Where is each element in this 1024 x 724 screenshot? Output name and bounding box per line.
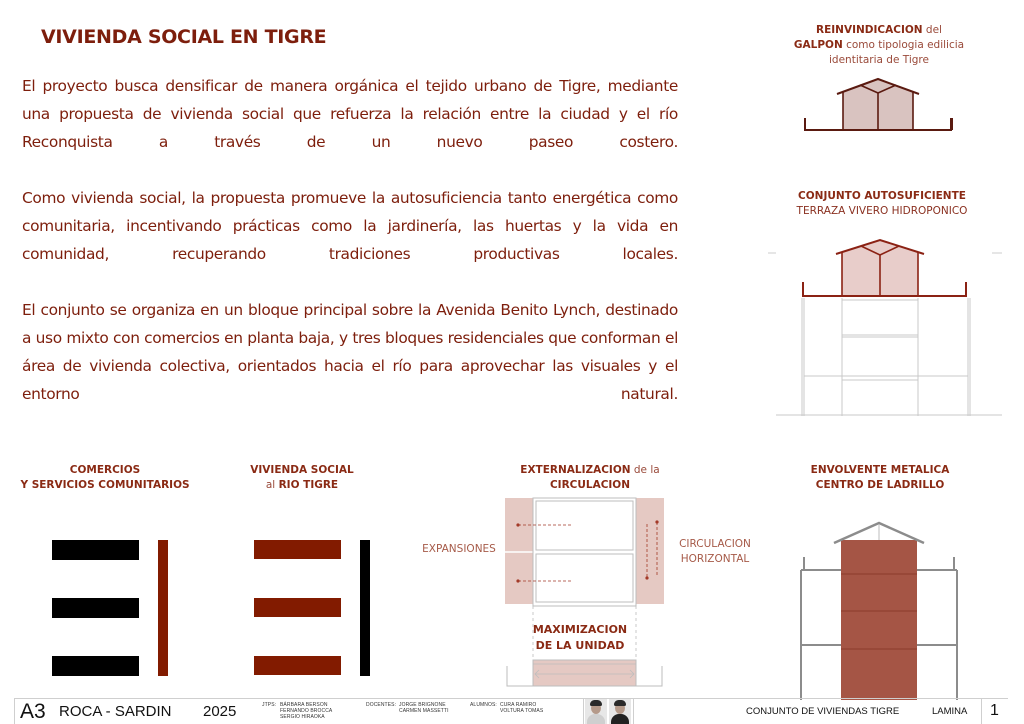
jtps-name: BÁRBARA BERSON [280, 702, 328, 708]
alumnos-list [500, 702, 543, 714]
jtps-name: SERGIO HIRAOKA [280, 714, 325, 720]
alumno-name: VOLTURA TOMAS [500, 708, 544, 714]
circulacion-horizontal-label-2: HORIZONTAL [680, 553, 750, 565]
jtps-label: JTPS: [262, 702, 277, 708]
page-title: VIVIENDA SOCIAL EN TIGRE [41, 26, 327, 48]
circulacion-horizontal-label-1: CIRCULACION [679, 538, 751, 550]
vivienda-rio-caption-bold1: VIVIENDA SOCIAL [250, 464, 354, 476]
organization-paragraph: El conjunto se organiza en un bloque principal sobre la Avenida Benito Lynch, destinado a uso mixto con comercios en planta baja, y tres bloques residenciales que conforman el área de vivienda colectiva, orientados hacia el río para aprovechar las visuales y el entorno natural. [22, 301, 678, 403]
envolvente-caption-line1: ENVOLVENTE METALICA [810, 464, 950, 476]
autosuficiente-caption [770, 189, 994, 219]
circulacion-horizontal-label [668, 537, 762, 567]
docentes-label: DOCENTES: [366, 702, 397, 708]
alumnos-label: ALUMNOS: [470, 702, 497, 708]
circulacion-caption [500, 463, 680, 493]
maximizacion-caption-1: MAXIMIZACION [532, 623, 628, 636]
vivienda-rio-caption-bold2: RIO TIGRE [278, 479, 339, 491]
galpon-caption [776, 23, 982, 68]
galpon-ground-line [800, 75, 960, 135]
student-photo-2 [609, 699, 631, 724]
comercios-caption [10, 463, 200, 493]
circulacion-caption-bold2: CIRCULACION [549, 479, 631, 491]
project-name: CONJUNTO DE VIVIENDAS TIGRE [746, 706, 900, 717]
envolvente-diagram [796, 520, 966, 700]
docente-name: CARMEN MASSETTI [399, 708, 449, 714]
year: 2025 [203, 703, 237, 720]
circulacion-caption-bold1: EXTERNALIZACION [520, 464, 631, 476]
jtps-list [280, 702, 332, 720]
sheet-format: A3 [20, 700, 46, 723]
comercios-caption-line1: COMERCIOS [69, 464, 141, 476]
vivienda-rio-caption [222, 463, 382, 493]
autosuficiente-caption-line2: TERRAZA VIVERO HIDROPONICO [796, 205, 968, 217]
autosuficiente-diagram [768, 238, 1008, 418]
circulacion-caption-reg1: de la [630, 464, 660, 476]
galpon-caption-bold1: REINVINDICACION [816, 24, 923, 36]
maximizacion-caption [520, 622, 640, 654]
envolvente-caption-line2: CENTRO DE LADRILLO [815, 479, 945, 491]
galpon-caption-line3: identitaria de Tigre [829, 54, 929, 66]
sheet-number: 1 [990, 702, 999, 719]
docente-name: JORGE BRIGNONE [399, 702, 446, 708]
student-photo-1 [585, 699, 607, 724]
autosuficiente-caption-bold: CONJUNTO AUTOSUFICIENTE [798, 190, 966, 202]
expansiones-label: EXPANSIONES [422, 543, 496, 555]
circulacion-diagram [505, 498, 665, 690]
vivienda-rio-caption-reg: al [265, 479, 279, 491]
sheet-label: LAMINA [932, 706, 968, 717]
galpon-caption-bold2: GALPON [793, 39, 843, 51]
maximizacion-caption-2: DE LA UNIDAD [535, 639, 625, 652]
authors: ROCA - SARDIN [59, 703, 172, 720]
envolvente-caption [770, 463, 990, 493]
intro-paragraph: El proyecto busca densificar de manera orgánica el tejido urbano de Tigre, mediante una propuesta de vivienda social que refuerza la relación entre la ciudad y el río Reconquista a través de un nuevo paseo costero. [22, 77, 678, 151]
comercios-diagram [52, 540, 172, 680]
galpon-caption-reg1: del [922, 24, 942, 36]
galpon-caption-reg2: como tipologia edilicia [842, 39, 965, 51]
self-sufficiency-paragraph: Como vivienda social, la propuesta promueve la autosuficiencia tanto energética como comunitaria, incentivando prácticas como la jardinería, las huertas y la vida en comunidad, recuperando tradiciones productivas locales. [22, 189, 678, 263]
alumno-name: CURA RAMIRO [500, 702, 537, 708]
vivienda-rio-diagram [254, 540, 374, 680]
jtps-name: FERNANDO BROCCA [280, 708, 333, 714]
docentes-list [399, 702, 449, 714]
comercios-caption-line2: Y SERVICIOS COMUNITARIOS [20, 479, 190, 491]
